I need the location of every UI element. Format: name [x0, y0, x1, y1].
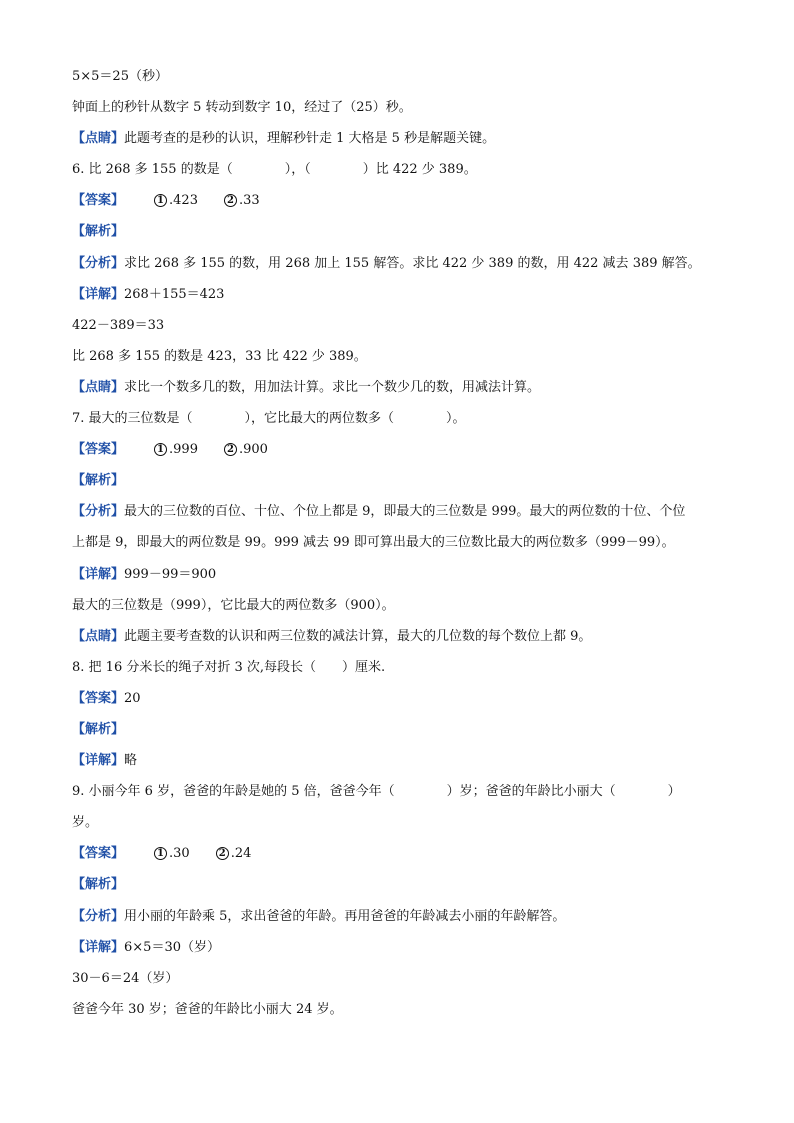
text-line [72, 683, 724, 714]
text-line [72, 714, 724, 745]
text-line [72, 372, 724, 403]
answer-value: .900 [238, 442, 268, 458]
answer-option [154, 838, 190, 869]
section-tag: 【点睛】 [72, 131, 125, 147]
text-line [72, 559, 724, 590]
line-text: 岁。 [72, 815, 99, 831]
line-text: 钟面上的秒针从数字 5 转动到数字 10，经过了（25）秒。 [72, 100, 412, 116]
section-tag: 【解析】 [72, 877, 125, 893]
answer-value: .33 [238, 193, 260, 209]
document-content [72, 61, 724, 1025]
line-text: 268＋155＝423 [124, 286, 225, 302]
answer-value: .999 [169, 442, 198, 458]
text-line [72, 652, 724, 683]
answer-tag: 【答案】 [72, 442, 125, 458]
answer-value: .24 [230, 846, 252, 862]
text-line [72, 745, 724, 776]
answer-option [154, 185, 198, 216]
text-line [72, 279, 724, 310]
answer-option [224, 185, 260, 216]
text-line [72, 932, 724, 963]
text-line [72, 869, 724, 900]
line-text: 此题主要考查数的认识和两三位数的减法计算，最大的几位数的每个数位上都 9。 [124, 628, 592, 644]
line-text: 9. 小丽今年 6 岁，爸爸的年龄是她的 5 倍，爸爸今年（ ）岁；爸爸的年龄比小丽大（ ） [72, 784, 681, 800]
text-line [72, 465, 724, 496]
circled-number-icon: 2 [216, 847, 229, 860]
text-line [72, 776, 724, 807]
section-tag: 【点睛】 [72, 628, 125, 644]
text-line [72, 310, 724, 341]
line-text: 爸爸今年 30 岁；爸爸的年龄比小丽大 24 岁。 [72, 1001, 343, 1017]
line-text: 最大的三位数的百位、十位、个位上都是 9，即最大的三位数是 999。最大的两位数的十位、个位 [124, 504, 686, 520]
text-line [72, 496, 724, 527]
answer-option [154, 434, 198, 465]
line-text: 8. 把 16 分米长的绳子对折 3 次,每段长（ ）厘米. [72, 659, 386, 675]
line-text: 求比一个数多几的数，用加法计算。求比一个数少几的数，用减法计算。 [124, 379, 541, 395]
text-line [72, 154, 724, 185]
section-tag: 【详解】 [72, 566, 125, 582]
section-tag: 【点睛】 [72, 379, 125, 395]
line-text: 6×5＝30（岁） [124, 939, 220, 955]
line-text: 5×5＝25（秒） [72, 69, 168, 84]
circled-number-icon: 2 [224, 443, 237, 456]
text-line [72, 123, 724, 154]
section-tag: 【详解】 [72, 753, 125, 769]
text-line [72, 838, 724, 869]
section-tag: 【解析】 [72, 473, 125, 489]
text-line [72, 185, 724, 216]
section-tag: 【分析】 [72, 908, 125, 924]
text-line [72, 92, 724, 123]
circled-number-icon: 2 [224, 194, 237, 207]
answer-value: .30 [169, 846, 190, 862]
answer-option [216, 838, 252, 869]
answer-tag: 【答案】 [72, 193, 125, 209]
circled-number-icon: 1 [154, 194, 167, 207]
line-text: 999－99＝900 [124, 566, 217, 582]
text-line [72, 61, 724, 92]
text-line [72, 403, 724, 434]
section-tag: 【解析】 [72, 721, 125, 737]
answer-option [224, 434, 268, 465]
section-tag: 【分析】 [72, 255, 125, 271]
text-line [72, 807, 724, 838]
section-tag: 【分析】 [72, 504, 125, 520]
text-line [72, 341, 724, 372]
line-text: 最大的三位数是（999），它比最大的两位数多（900）。 [72, 597, 395, 613]
answer-value: .423 [169, 193, 198, 209]
line-text: 略 [124, 753, 138, 769]
text-line [72, 963, 724, 994]
circled-number-icon: 1 [154, 847, 167, 860]
text-line [72, 994, 724, 1025]
text-line [72, 527, 724, 558]
line-text: 422－389＝33 [72, 317, 165, 333]
line-text: 30－6＝24（岁） [72, 970, 179, 986]
text-line [72, 621, 724, 652]
answer-tag: 【答案】 [72, 846, 125, 862]
line-text: 比 268 多 155 的数是 423，33 比 422 少 389。 [72, 348, 367, 364]
section-tag: 【答案】 [72, 690, 125, 706]
line-text: 求比 268 多 155 的数，用 268 加上 155 解答。求比 422 少 389 的数，用 422 减去 389 解答。 [124, 255, 701, 271]
line-text: 用小丽的年龄乘 5，求出爸爸的年龄。再用爸爸的年龄减去小丽的年龄解答。 [124, 908, 566, 924]
line-text: 6. 比 268 多 155 的数是（ ），（ ）比 422 少 389。 [72, 162, 477, 178]
text-line [72, 216, 724, 247]
section-tag: 【详解】 [72, 286, 125, 302]
text-line [72, 248, 724, 279]
section-tag: 【详解】 [72, 939, 125, 955]
line-text: 此题考查的是秒的认识，理解秒针走 1 大格是 5 秒是解题关键。 [124, 131, 496, 147]
text-line [72, 434, 724, 465]
text-line [72, 901, 724, 932]
circled-number-icon: 1 [154, 443, 167, 456]
line-text: 上都是 9，即最大的两位数是 99。999 减去 99 即可算出最大的三位数比最大的两位数多（999－99）。 [72, 535, 675, 551]
text-line [72, 590, 724, 621]
section-tag: 【解析】 [72, 224, 125, 240]
line-text: 7. 最大的三位数是（ ），它比最大的两位数多（ ）。 [72, 411, 466, 427]
line-text: 20 [124, 690, 141, 706]
